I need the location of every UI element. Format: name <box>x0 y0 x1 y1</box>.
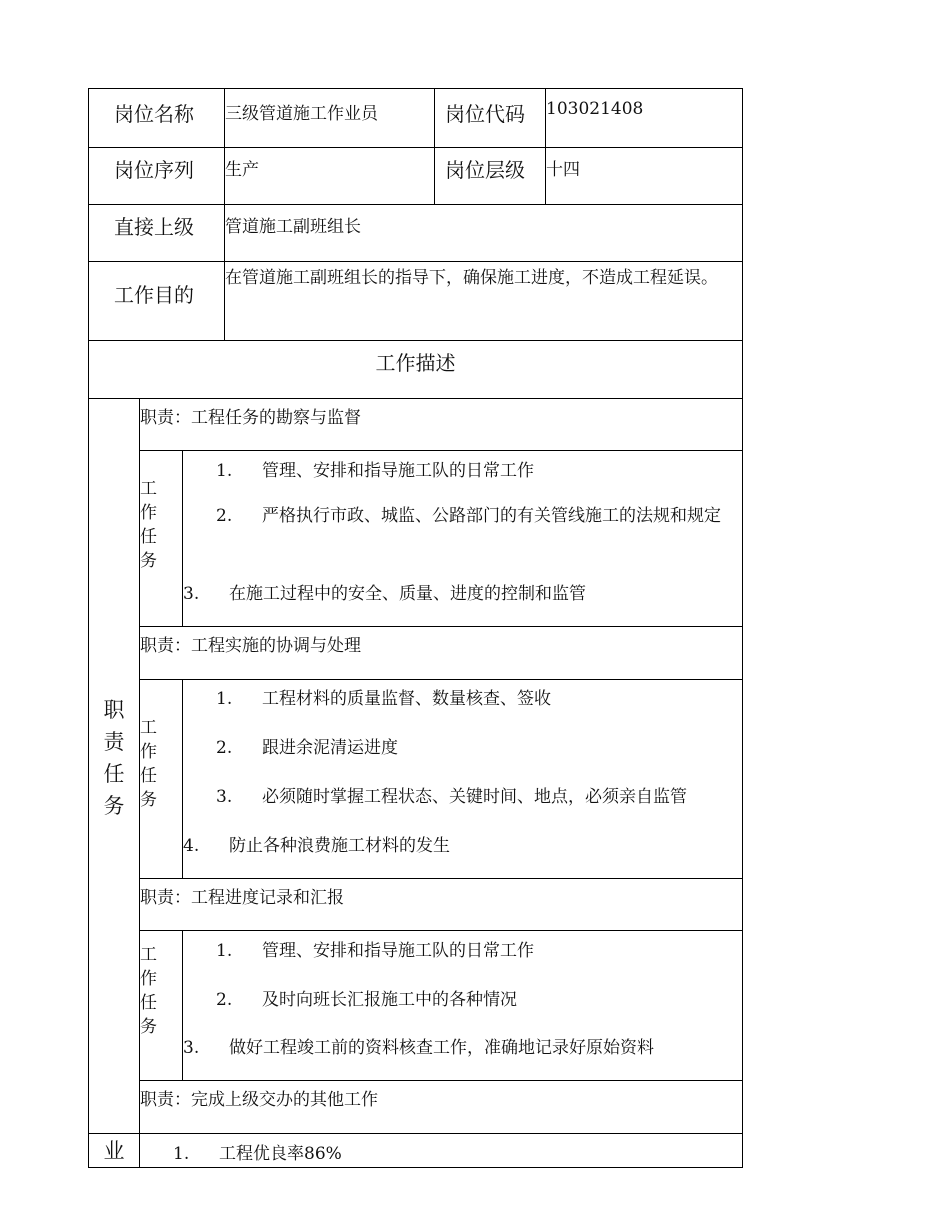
duty-title: 职责：工程进度记录和汇报 <box>140 888 344 908</box>
supervisor-value: 管道施工副班组长 <box>225 217 361 237</box>
position-name-label-cell <box>88 88 225 148</box>
supervisor-value-cell <box>224 204 743 262</box>
level-label-cell <box>434 147 546 205</box>
level-value-cell <box>545 147 743 205</box>
list-item: 3. 在施工过程中的安全、质量、进度的控制和监管 <box>183 584 586 604</box>
list-item: 1. 工程材料的质量监督、数量核查、签收 <box>216 689 551 709</box>
task-label-cell <box>139 679 183 879</box>
purpose-value: 在管道施工副班组长的指导下，确保施工进度，不造成工程延误。 <box>225 268 718 288</box>
duty-title-cell <box>139 1080 743 1134</box>
position-code-value: 103021408 <box>546 99 644 119</box>
task-list <box>182 679 743 879</box>
purpose-label: 工作目的 <box>114 283 194 307</box>
duty-title: 职责：工程实施的协调与处理 <box>140 636 361 656</box>
list-item: 3. 做好工程竣工前的资料核查工作，准确地记录好原始资料 <box>183 1038 654 1058</box>
task-list <box>182 450 743 627</box>
sequence-value: 生产 <box>225 160 259 180</box>
performance-label: 业 <box>103 1139 125 1163</box>
level-label: 岗位层级 <box>445 158 525 182</box>
list-item: 2. 跟进余泥清运进度 <box>216 738 398 758</box>
task-label-cell <box>139 930 183 1081</box>
task-label: 工作任务 <box>140 718 157 810</box>
sequence-value-cell <box>224 147 435 205</box>
task-list <box>182 930 743 1081</box>
position-name-value: 三级管道施工作业员 <box>225 104 378 124</box>
task-label-cell <box>139 450 183 627</box>
duty-title: 职责：完成上级交办的其他工作 <box>140 1090 378 1110</box>
description-title-cell <box>88 340 743 399</box>
list-item: 1. 管理、安排和指导施工队的日常工作 <box>216 461 534 481</box>
list-item: 4. 防止各种浪费施工材料的发生 <box>183 836 450 856</box>
performance-label-cell <box>88 1133 140 1168</box>
position-code-value-cell <box>545 88 743 148</box>
duties-section-label-cell <box>88 398 140 1134</box>
duty-title-cell <box>139 626 743 680</box>
task-label: 工作任务 <box>140 479 157 571</box>
list-item: 1. 管理、安排和指导施工队的日常工作 <box>216 941 534 961</box>
position-code-label-cell <box>434 88 546 148</box>
supervisor-label: 直接上级 <box>114 215 194 239</box>
list-item: 3. 必须随时掌握工程状态、关键时间、地点，必须亲自监管 <box>216 787 687 807</box>
purpose-value-cell <box>224 261 743 341</box>
supervisor-label-cell <box>88 204 225 262</box>
performance-list <box>139 1133 743 1168</box>
list-item: 2. 及时向班长汇报施工中的各种情况 <box>216 990 517 1010</box>
purpose-label-cell <box>88 261 225 341</box>
list-item: 2. 严格执行市政、城监、公路部门的有关管线施工的法规和规定 <box>216 506 721 526</box>
duty-title: 职责：工程任务的勘察与监督 <box>140 408 361 428</box>
sequence-label-cell <box>88 147 225 205</box>
duties-section-label: 职责任务 <box>103 698 125 818</box>
position-code-label: 岗位代码 <box>445 102 525 126</box>
level-value: 十四 <box>546 160 580 180</box>
description-title: 工作描述 <box>375 351 456 375</box>
duty-title-cell <box>139 398 743 451</box>
list-item: 1. 工程优良率86% <box>173 1144 342 1164</box>
position-name-value-cell <box>224 88 435 148</box>
duty-title-cell <box>139 878 743 931</box>
task-label: 工作任务 <box>140 945 157 1037</box>
position-name-label: 岗位名称 <box>114 102 194 126</box>
sequence-label: 岗位序列 <box>114 158 194 182</box>
